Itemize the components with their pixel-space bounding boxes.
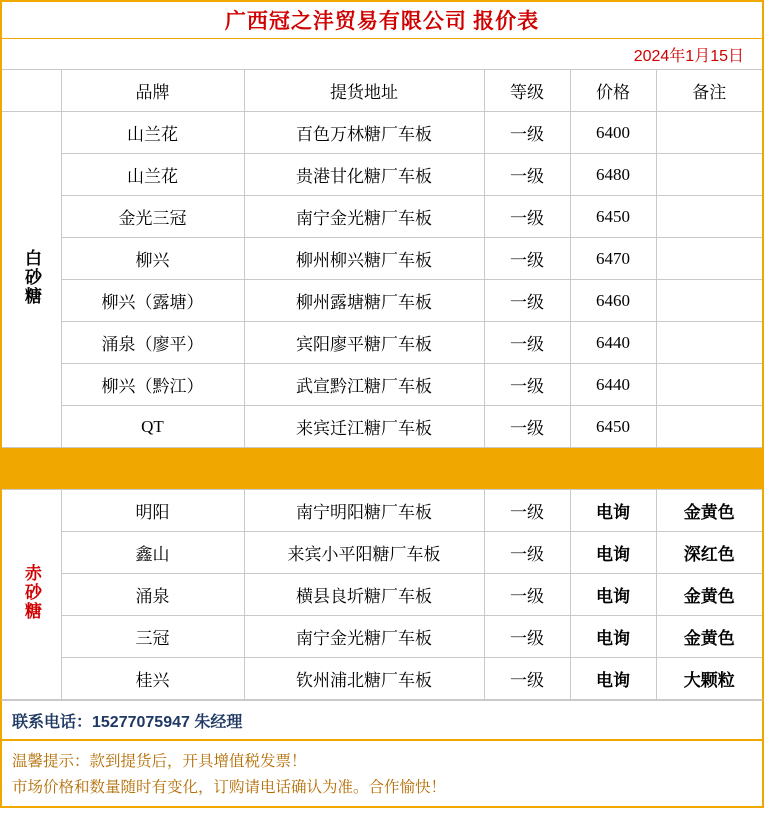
category-cell-white-sugar — [1, 112, 61, 448]
price-table — [0, 69, 764, 700]
cell-brand: 柳兴（黔江） — [61, 364, 244, 406]
cell-address: 武宣黔江糖厂车板 — [244, 364, 484, 406]
cell-grade: 一级 — [484, 574, 570, 616]
cell-grade: 一级 — [484, 364, 570, 406]
cell-brand: 涌泉 — [61, 574, 244, 616]
note-line-1: 温馨提示：款到提货后，开具增值税发票！ — [12, 753, 307, 770]
cell-grade: 一级 — [484, 154, 570, 196]
page-title: 广西冠之沣贸易有限公司 报价表 — [224, 9, 540, 33]
table-row — [1, 196, 763, 238]
cell-brand: 柳兴（露塘） — [61, 280, 244, 322]
cell-note — [656, 322, 763, 364]
category-label: 白砂糖 — [22, 248, 42, 306]
cell-note: 金黄色 — [656, 574, 763, 616]
column-header-note: 备注 — [656, 70, 763, 112]
cell-note: 金黄色 — [656, 490, 763, 532]
sheet-footer — [0, 700, 764, 808]
date-row — [2, 39, 762, 69]
table-row — [1, 280, 763, 322]
cell-price: 6470 — [570, 238, 656, 280]
cell-grade: 一级 — [484, 532, 570, 574]
cell-note — [656, 154, 763, 196]
cell-note — [656, 406, 763, 448]
cell-note: 金黄色 — [656, 616, 763, 658]
cell-grade: 一级 — [484, 112, 570, 154]
cell-note — [656, 364, 763, 406]
cell-address: 柳州柳兴糖厂车板 — [244, 238, 484, 280]
cell-grade: 一级 — [484, 322, 570, 364]
cell-address: 南宁金光糖厂车板 — [244, 196, 484, 238]
cell-note: 深红色 — [656, 532, 763, 574]
table-row — [1, 616, 763, 658]
cell-grade: 一级 — [484, 658, 570, 700]
cell-brand: 三冠 — [61, 616, 244, 658]
cell-note — [656, 280, 763, 322]
cell-price: 6480 — [570, 154, 656, 196]
cell-brand: 金光三冠 — [61, 196, 244, 238]
note-line-2: 市场价格和数量随时有变化，订购请电话确认为准。合作愉快！ — [12, 778, 447, 796]
cell-brand: 柳兴 — [61, 238, 244, 280]
table-row — [1, 490, 763, 532]
cell-note — [656, 196, 763, 238]
cell-brand: 山兰花 — [61, 154, 244, 196]
cell-price: 6450 — [570, 406, 656, 448]
cell-grade: 一级 — [484, 238, 570, 280]
table-row — [1, 238, 763, 280]
cell-address: 贵港甘化糖厂车板 — [244, 154, 484, 196]
cell-address: 来宾小平阳糖厂车板 — [244, 532, 484, 574]
table-row — [1, 364, 763, 406]
cell-price: 电询 — [570, 658, 656, 700]
cell-brand: 山兰花 — [61, 112, 244, 154]
cell-price: 电询 — [570, 574, 656, 616]
cell-address: 来宾迁江糖厂车板 — [244, 406, 484, 448]
cell-price: 电询 — [570, 532, 656, 574]
cell-address: 柳州露塘糖厂车板 — [244, 280, 484, 322]
cell-address: 宾阳廖平糖厂车板 — [244, 322, 484, 364]
cell-grade: 一级 — [484, 280, 570, 322]
contact-line: 联系电话：15277075947 朱经理 — [2, 701, 762, 741]
cell-price: 6450 — [570, 196, 656, 238]
cell-price: 6400 — [570, 112, 656, 154]
column-header-category — [1, 70, 61, 112]
cell-note — [656, 112, 763, 154]
category-cell-brown-sugar — [1, 490, 61, 700]
cell-grade: 一级 — [484, 406, 570, 448]
cell-address: 钦州浦北糖厂车板 — [244, 658, 484, 700]
cell-address: 南宁金光糖厂车板 — [244, 616, 484, 658]
cell-note: 大颗粒 — [656, 658, 763, 700]
table-row — [1, 532, 763, 574]
column-header-address: 提货地址 — [244, 70, 484, 112]
table-row — [1, 112, 763, 154]
cell-price: 6460 — [570, 280, 656, 322]
cell-address: 南宁明阳糖厂车板 — [244, 490, 484, 532]
cell-brand: 鑫山 — [61, 532, 244, 574]
column-header-price: 价格 — [570, 70, 656, 112]
table-row — [1, 154, 763, 196]
cell-brand: 涌泉（廖平） — [61, 322, 244, 364]
cell-price: 6440 — [570, 364, 656, 406]
cell-brand: QT — [61, 406, 244, 448]
cell-note — [656, 238, 763, 280]
cell-price: 电询 — [570, 490, 656, 532]
cell-grade: 一级 — [484, 490, 570, 532]
table-row — [1, 574, 763, 616]
cell-price: 6440 — [570, 322, 656, 364]
table-row — [1, 658, 763, 700]
cell-brand: 明阳 — [61, 490, 244, 532]
column-header-brand: 品牌 — [61, 70, 244, 112]
column-header-grade: 等级 — [484, 70, 570, 112]
table-header-row — [1, 70, 763, 112]
title-row — [2, 2, 762, 39]
quote-date: 2024年1月15日 — [633, 47, 744, 65]
table-row — [1, 406, 763, 448]
cell-address: 横县良圻糖厂车板 — [244, 574, 484, 616]
group-separator — [1, 448, 763, 490]
category-label: 赤砂糖 — [22, 563, 42, 621]
cell-grade: 一级 — [484, 196, 570, 238]
cell-price: 电询 — [570, 616, 656, 658]
table-row — [1, 322, 763, 364]
cell-brand: 桂兴 — [61, 658, 244, 700]
sheet-header — [0, 0, 764, 69]
cell-grade: 一级 — [484, 616, 570, 658]
notes-block — [2, 741, 762, 806]
cell-address: 百色万林糖厂车板 — [244, 112, 484, 154]
